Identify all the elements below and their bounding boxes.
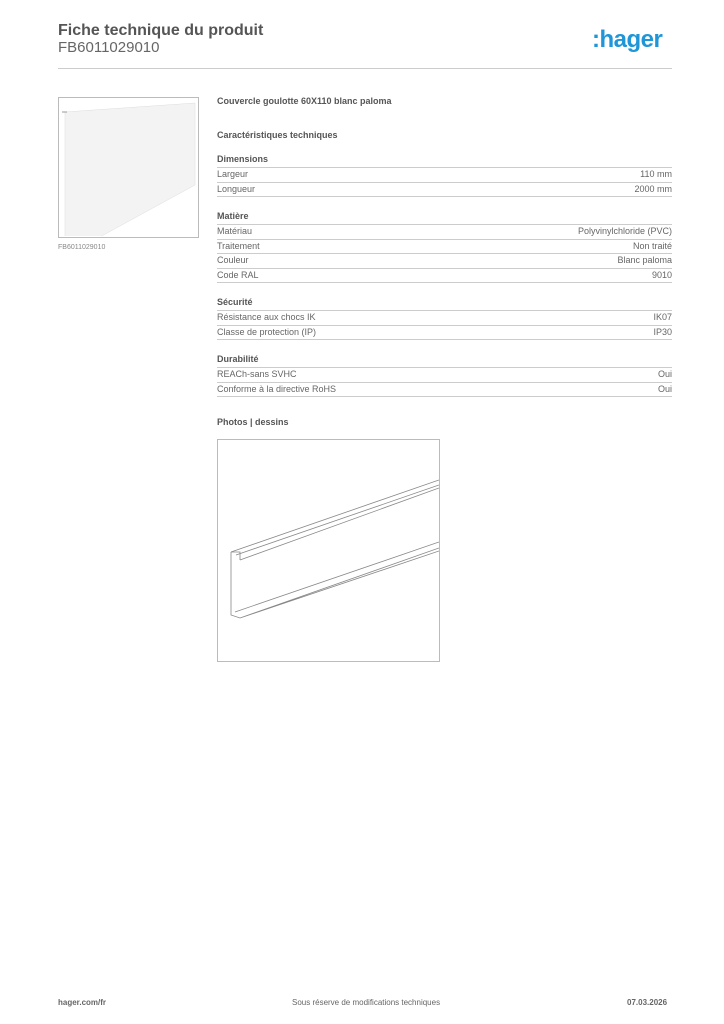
footer-note: Sous réserve de modifications techniques bbox=[292, 998, 441, 1007]
product-drawing bbox=[217, 439, 440, 662]
spec-label: Matériau bbox=[217, 226, 253, 236]
spec-value: Blanc paloma bbox=[617, 255, 672, 265]
group-title: Durabilité bbox=[217, 354, 672, 368]
spec-label: Résistance aux chocs IK bbox=[217, 312, 316, 322]
group-title: Sécurité bbox=[217, 297, 672, 311]
photos-title: Photos | dessins bbox=[217, 417, 289, 427]
spec-label: Traitement bbox=[217, 240, 260, 251]
spec-row bbox=[217, 225, 672, 240]
product-code: FB6011029010 bbox=[58, 39, 160, 56]
spec-label: Longueur bbox=[217, 183, 256, 194]
product-image bbox=[58, 97, 199, 238]
spec-row bbox=[217, 254, 672, 269]
footer-site[interactable]: hager.com/fr bbox=[58, 998, 107, 1007]
spec-value: IP30 bbox=[653, 326, 672, 337]
divider bbox=[58, 68, 672, 69]
spec-row bbox=[217, 183, 672, 198]
spec-label: Code RAL bbox=[217, 269, 259, 280]
spec-value: IK07 bbox=[653, 312, 672, 322]
spec-row bbox=[217, 269, 672, 284]
hager-logo: :hager bbox=[592, 26, 663, 53]
spec-value: Non traité bbox=[632, 240, 672, 251]
spec-groups bbox=[217, 154, 672, 397]
spec-value: Polyvinylchloride (PVC) bbox=[577, 226, 672, 236]
page-title: Fiche technique du produit bbox=[58, 22, 264, 39]
spec-label: Classe de protection (IP) bbox=[217, 326, 317, 337]
group-title: Dimensions bbox=[217, 154, 672, 168]
group-title: Matière bbox=[217, 211, 672, 225]
spec-value: 110 mm bbox=[640, 169, 672, 179]
section-title: Caractéristiques techniques bbox=[217, 130, 338, 140]
product-name: Couvercle goulotte 60X110 blanc paloma bbox=[217, 96, 392, 106]
spec-row bbox=[217, 326, 672, 341]
spec-column bbox=[217, 96, 672, 662]
spec-value: 9010 bbox=[651, 269, 672, 280]
spec-row bbox=[217, 383, 672, 398]
footer-date: 07.03.2026 bbox=[627, 998, 668, 1007]
spec-value: Oui bbox=[657, 383, 672, 394]
spec-row bbox=[217, 168, 672, 183]
spec-value: Oui bbox=[657, 369, 672, 379]
spec-value: 2000 mm bbox=[634, 183, 672, 194]
spec-label: Largeur bbox=[217, 169, 249, 179]
spec-label: Conforme à la directive RoHS bbox=[217, 383, 337, 394]
spec-label: REACh-sans SVHC bbox=[217, 369, 297, 379]
spec-row bbox=[217, 240, 672, 255]
image-caption: FB6011029010 bbox=[58, 244, 106, 251]
spec-row bbox=[217, 311, 672, 326]
spec-label: Couleur bbox=[217, 255, 249, 265]
spec-row bbox=[217, 368, 672, 383]
